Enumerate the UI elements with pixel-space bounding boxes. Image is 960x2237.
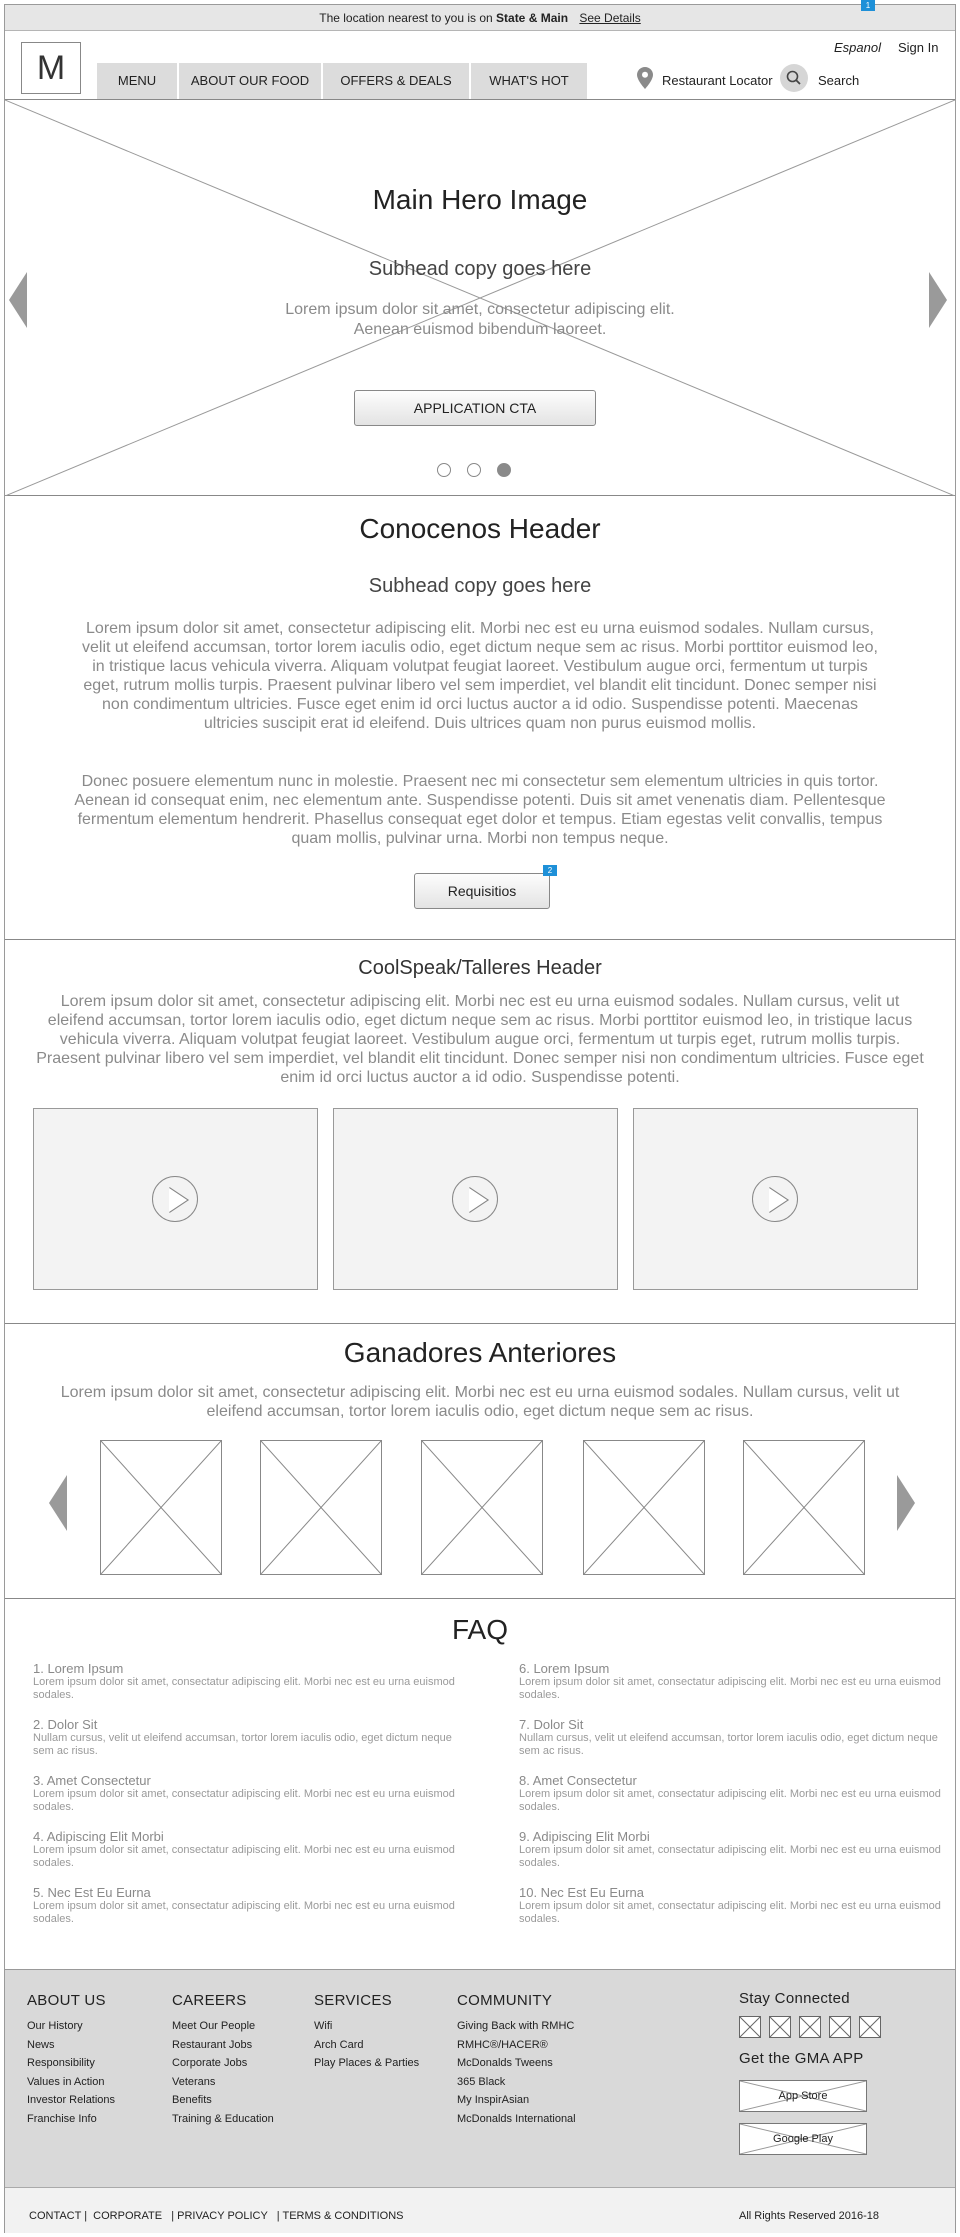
- footer-heading: CAREERS: [172, 1992, 247, 2009]
- carousel-dot-2[interactable]: [467, 463, 481, 477]
- conocenos-title: Conocenos Header: [359, 513, 601, 544]
- location-pin-icon[interactable]: [637, 67, 653, 89]
- faq-answer: Nullam cursus, velit ut eleifend accumsan, tortor lorem iaculis odio, eget dictum neque sem ac risus.: [33, 1732, 452, 1757]
- social-icon[interactable]: [829, 2016, 851, 2038]
- play-icon[interactable]: [152, 1176, 198, 1222]
- legal-links[interactable]: CONTACT | CORPORATE | PRIVACY POLICY | TERMS & CONDITIONS: [29, 2210, 404, 2222]
- winners-prev-arrow-icon[interactable]: [49, 1475, 67, 1531]
- nav-menu[interactable]: MENU: [97, 63, 179, 99]
- restaurant-locator-link[interactable]: Restaurant Locator: [662, 73, 773, 88]
- social-icon[interactable]: [739, 2016, 761, 2038]
- espanol-link[interactable]: Espanol: [834, 40, 881, 55]
- footer-link[interactable]: 365 Black: [457, 2075, 506, 2088]
- main-nav: [97, 63, 589, 99]
- footer-link[interactable]: Wifi: [314, 2020, 333, 2032]
- faq-item[interactable]: [33, 1717, 463, 1758]
- footer-link[interactable]: Investor Relations: [27, 2094, 116, 2106]
- faq-answer: Lorem ipsum dolor sit amet, consectatur adipiscing elit. Morbi nec est eu urna euismod sodales.: [519, 1844, 941, 1869]
- logo[interactable]: M: [21, 42, 81, 94]
- footer-link[interactable]: My InspirAsian: [457, 2094, 530, 2106]
- faq-item[interactable]: [519, 1773, 949, 1814]
- video-tile-3[interactable]: [633, 1108, 918, 1290]
- hero-body: [255, 300, 705, 340]
- footer-link[interactable]: Arch Card: [314, 2038, 364, 2051]
- nav-about-our-food[interactable]: ABOUT OUR FOOD: [179, 63, 323, 99]
- coolspeak-title: CoolSpeak/Talleres Header: [358, 957, 602, 979]
- hero-body-line-2: Aenean euismod bibendum laoreet.: [353, 321, 607, 338]
- sign-in-link[interactable]: Sign In: [898, 40, 939, 55]
- requisitos-button[interactable]: Requisitios: [414, 873, 550, 909]
- footer-link[interactable]: Our History: [27, 2020, 83, 2032]
- faq-section: [5, 1600, 955, 1969]
- faq-question[interactable]: 9. Adipiscing Elit Morbi: [519, 1829, 650, 1844]
- footer-link[interactable]: Giving Back with RMHC: [457, 2020, 575, 2032]
- nearest-location: State & Main: [496, 11, 569, 25]
- ganadores-paragraph: Lorem ipsum dolor sit amet, consectetur adipiscing elit. Morbi nec est eu urna euismod sodales. Nullam cursus, velit ut eleifend accumsan, tortor lorem iaculis odio, eget dictum neque sem ac risus.: [60, 1384, 900, 1420]
- faq-question[interactable]: 6. Lorem Ipsum: [519, 1661, 610, 1676]
- faq-answer: Lorem ipsum dolor sit amet, consectatur adipiscing elit. Morbi nec est eu urna euismod sodales.: [33, 1676, 455, 1701]
- faq-answer: Lorem ipsum dolor sit amet, consectatur adipiscing elit. Morbi nec est eu urna euismod sodales.: [33, 1788, 455, 1813]
- footer-link[interactable]: Benefits: [172, 2094, 212, 2106]
- search-icon[interactable]: [780, 64, 808, 92]
- winners-next-arrow-icon[interactable]: [897, 1475, 915, 1531]
- hero-section: [5, 100, 955, 496]
- coolspeak-paragraph: Lorem ipsum dolor sit amet, consectetur adipiscing elit. Morbi nec est eu urna euismod sodales. Nullam cursus, velit ut eleifend accumsan, tortor lorem iaculis odio, eget dictum neque sem ac risus. Morbi porttitor euismod leo, in tristique lacus vehicula viverra. Aliquam volutpat feugiat laoreet. Vestibulum augue orci, fermentum ut turpis eget, rutrum mollis turpis. Praesent pulvinar libero vel sem imperdiet, vel blandit elit tincidunt. Donec semper nisi non condimentum ultricies. Fusce eget enim id orci luctus auctor a id odio. Suspendisse potenti.: [36, 993, 924, 1086]
- footer-link[interactable]: McDonalds Tweens: [457, 2057, 553, 2069]
- hero-body-line-1: Lorem ipsum dolor sit amet, consectetur adipiscing elit.: [285, 301, 675, 318]
- faq-question[interactable]: 7. Dolor Sit: [519, 1717, 584, 1732]
- app-store-button[interactable]: [739, 2080, 867, 2112]
- faq-question[interactable]: 1. Lorem Ipsum: [33, 1661, 124, 1676]
- faq-answer: Lorem ipsum dolor sit amet, consectatur adipiscing elit. Morbi nec est eu urna euismod sodales.: [519, 1900, 941, 1925]
- winner-thumb-1[interactable]: [100, 1440, 222, 1575]
- footer-link[interactable]: Responsibility: [27, 2057, 95, 2069]
- faq-answer: Lorem ipsum dolor sit amet, consectatur adipiscing elit. Morbi nec est eu urna euismod sodales.: [33, 1900, 455, 1925]
- location-bar: [5, 5, 955, 31]
- faq-question[interactable]: 3. Amet Consectetur: [33, 1773, 151, 1788]
- social-icon[interactable]: [859, 2016, 881, 2038]
- faq-item[interactable]: [519, 1829, 949, 1870]
- stay-connected-heading: Stay Connected: [739, 1990, 850, 2007]
- footer-col-services: [314, 1992, 419, 2073]
- footer-heading: ABOUT US: [27, 1992, 106, 2009]
- app-store-label: App Store: [778, 2090, 828, 2102]
- play-icon[interactable]: [752, 1176, 798, 1222]
- faq-title: FAQ: [451, 1614, 508, 1645]
- faq-question[interactable]: 2. Dolor Sit: [33, 1717, 98, 1732]
- copyright-text: All Rights Reserved 2016-18: [739, 2210, 880, 2222]
- faq-question[interactable]: 4. Adipiscing Elit Morbi: [33, 1829, 164, 1844]
- hero-prev-arrow-icon[interactable]: [9, 272, 27, 328]
- winner-thumb-5[interactable]: [743, 1440, 865, 1575]
- nav-whats-hot[interactable]: WHAT'S HOT: [471, 63, 589, 99]
- video-tile-1[interactable]: [33, 1108, 318, 1290]
- footer-col-careers: [172, 1992, 274, 2128]
- hero-image-placeholder: [5, 100, 955, 496]
- faq-answer: Lorem ipsum dolor sit amet, consectatur adipiscing elit. Morbi nec est eu urna euismod sodales.: [519, 1676, 941, 1701]
- google-play-button[interactable]: [739, 2123, 867, 2155]
- conocenos-section: [5, 497, 955, 940]
- footer: [5, 1969, 955, 2187]
- faq-item[interactable]: [33, 1829, 463, 1870]
- application-cta-button[interactable]: APPLICATION CTA: [354, 390, 596, 426]
- faq-item[interactable]: [519, 1661, 949, 1702]
- video-tile-2[interactable]: [333, 1108, 618, 1290]
- carousel-dot-3[interactable]: [497, 463, 511, 477]
- faq-question[interactable]: 10. Nec Est Eu Eurna: [519, 1885, 645, 1900]
- footer-link[interactable]: Meet Our People: [172, 2020, 256, 2032]
- ganadores-section: [5, 1325, 955, 1599]
- social-icons: [739, 2016, 881, 2038]
- footer-link[interactable]: McDonalds International: [457, 2112, 576, 2125]
- coolspeak-section: [5, 941, 955, 1324]
- footer-link[interactable]: News: [27, 2038, 55, 2051]
- footer-link[interactable]: Veterans: [172, 2075, 216, 2088]
- footer-heading: SERVICES: [314, 1992, 392, 2009]
- see-details-link[interactable]: See Details: [579, 11, 641, 25]
- winner-thumb-3[interactable]: [421, 1440, 543, 1575]
- faq-answer: Lorem ipsum dolor sit amet, consectatur adipiscing elit. Morbi nec est eu urna euismod sodales.: [33, 1844, 455, 1869]
- gma-app-heading: Get the GMA APP: [739, 2050, 864, 2067]
- footer-link[interactable]: Franchise Info: [27, 2112, 97, 2125]
- play-icon[interactable]: [452, 1176, 498, 1222]
- carousel-dot-1[interactable]: [437, 463, 451, 477]
- faq-item[interactable]: [33, 1885, 463, 1926]
- footer-col-about: [27, 1992, 115, 2128]
- faq-item[interactable]: [33, 1773, 463, 1814]
- hero-subhead: Subhead copy goes here: [368, 258, 592, 280]
- annotation-badge-1: 1: [861, 0, 875, 11]
- faq-question[interactable]: 8. Amet Consectetur: [519, 1773, 637, 1788]
- search-link[interactable]: Search: [818, 73, 860, 88]
- nav-offers-deals[interactable]: OFFERS & DEALS: [323, 63, 471, 99]
- winner-thumb-2[interactable]: [260, 1440, 382, 1575]
- conocenos-paragraph-2: Donec posuere elementum nunc in molestie. Praesent nec mi consectetur sem elementum ultricies in quis tortor. Aenean id consequat enim, nec elementum ante. Suspendisse potenti. Duis sit amet venenatis diam. Pellentesque fermentum elementum hendrerit. Phasellus consequat eget dolor et tempus. Etiam egestas velit convallis, tempus quam mollis, pulvinar urna. Morbi non tempus neque.: [74, 773, 886, 847]
- hero-carousel-dots: [437, 463, 511, 477]
- google-play-label: Google Play: [773, 2133, 833, 2145]
- conocenos-paragraph-1: Lorem ipsum dolor sit amet, consectetur adipiscing elit. Morbi nec est eu urna euismod sodales. Nullam cursus, velit ut eleifend accumsan, tortor lorem iaculis odio, eget dictum neque sem ac risus. Morbi porttitor euismod leo, in tristique lacus vehicula viverra. Aliquam volutpat feugiat laoreet. Vestibulum augue orci, fermentum ut turpis eget, rutrum mollis turpis. Praesent pulvinar libero vel sem imperdiet, vel blandit elit tincidunt. Donec semper nisi non condimentum ultricies. Fusce eget enim id orci luctus auctor a id odio. Suspendisse potenti. Maecenas ultricies suscipit erat id eleifend. Duis ultrices quam non purus euismod mollis.: [82, 620, 878, 732]
- hero-title: Main Hero Image: [372, 184, 588, 215]
- faq-item[interactable]: [519, 1885, 949, 1926]
- location-prefix: The location nearest to you is on: [319, 11, 493, 25]
- footer-link[interactable]: Values in Action: [27, 2075, 105, 2088]
- faq-item[interactable]: [33, 1661, 463, 1702]
- winner-thumb-4[interactable]: [583, 1440, 705, 1575]
- social-icon[interactable]: [799, 2016, 821, 2038]
- social-icon[interactable]: [769, 2016, 791, 2038]
- hero-next-arrow-icon[interactable]: [929, 272, 947, 328]
- footer-link[interactable]: Corporate Jobs: [172, 2057, 248, 2069]
- legal-bar: [5, 2187, 955, 2233]
- faq-answer: Lorem ipsum dolor sit amet, consectatur adipiscing elit. Morbi nec est eu urna euismod sodales.: [519, 1788, 941, 1813]
- conocenos-subhead: Subhead copy goes here: [368, 575, 592, 597]
- ganadores-title: Ganadores Anteriores: [343, 1337, 617, 1368]
- footer-link[interactable]: RMHC®/HACER®: [457, 2038, 548, 2051]
- footer-link[interactable]: Play Places & Parties: [314, 2057, 420, 2069]
- faq-question[interactable]: 5. Nec Est Eu Eurna: [33, 1885, 151, 1900]
- faq-item[interactable]: [519, 1717, 949, 1758]
- footer-link[interactable]: Training & Education: [172, 2112, 274, 2125]
- annotation-badge-2: 2: [543, 865, 557, 876]
- faq-answer: Nullam cursus, velit ut eleifend accumsan, tortor lorem iaculis odio, eget dictum neque sem ac risus.: [519, 1732, 938, 1757]
- footer-heading: COMMUNITY: [457, 1992, 553, 2009]
- footer-link[interactable]: Restaurant Jobs: [172, 2038, 253, 2051]
- footer-col-community: [457, 1992, 576, 2128]
